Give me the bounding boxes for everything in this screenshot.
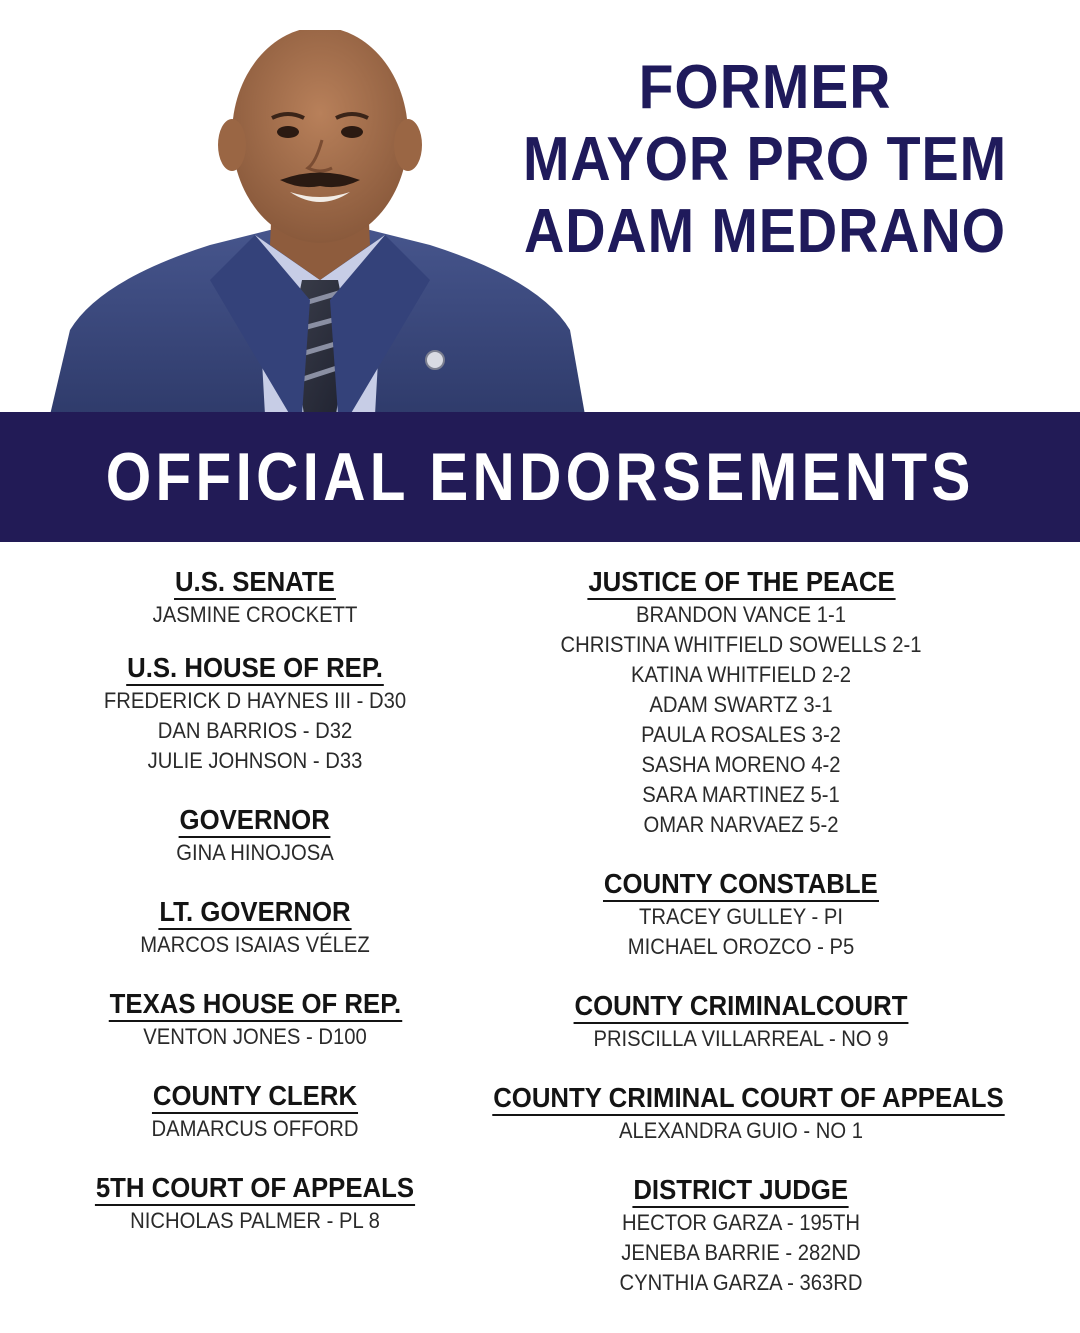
endorsement-entry: MARCOS ISAIAS VÉLEZ bbox=[140, 932, 370, 957]
section-title: TEXAS HOUSE OF REP. bbox=[108, 988, 401, 1022]
endorsement-entry: BRANDON VANCE 1-1 bbox=[636, 602, 846, 627]
endorsement-entry: JENEBA BARRIE - 282ND bbox=[621, 1240, 861, 1265]
headline bbox=[490, 52, 1040, 268]
banner-title: OFFICIAL ENDORSEMENTS bbox=[105, 439, 975, 515]
endorsement-section bbox=[60, 988, 450, 1052]
endorsement-entry: HECTOR GARZA - 195TH bbox=[621, 1210, 861, 1235]
endorsement-entry: JASMINE CROCKETT bbox=[152, 602, 358, 627]
endorsement-entry: JULIE JOHNSON - D33 bbox=[147, 748, 363, 773]
endorsement-section bbox=[60, 804, 450, 868]
section-title: COUNTY CRIMINALCOURT bbox=[574, 990, 909, 1024]
endorsement-entry: TRACEY GULLEY - PI bbox=[639, 904, 843, 929]
endorsement-section bbox=[60, 566, 450, 630]
headline-line-3: ADAM MEDRANO bbox=[524, 197, 1006, 266]
section-title: 5TH COURT OF APPEALS bbox=[95, 1172, 415, 1206]
endorsement-entry: DAMARCUS OFFORD bbox=[151, 1116, 359, 1141]
endorsement-entry: OMAR NARVAEZ 5-2 bbox=[643, 812, 839, 837]
endorsements-banner bbox=[0, 412, 1080, 542]
endorsement-section bbox=[470, 868, 1012, 962]
endorsement-entry: NICHOLAS PALMER - PL 8 bbox=[130, 1208, 380, 1233]
endorsement-entry: KATINA WHITFIELD 2-2 bbox=[630, 662, 852, 687]
endorsement-section bbox=[470, 990, 1012, 1054]
endorsement-section bbox=[60, 1080, 450, 1144]
section-title: U.S. SENATE bbox=[174, 566, 336, 600]
headline-line-1: FORMER bbox=[638, 53, 892, 122]
section-title: COUNTY CLERK bbox=[152, 1080, 358, 1114]
endorsement-entry: MICHAEL OROZCO - P5 bbox=[627, 934, 855, 959]
endorsement-entry: ALEXANDRA GUIO - NO 1 bbox=[618, 1118, 864, 1143]
left-endorsement-column bbox=[60, 566, 450, 1236]
section-title: LT. GOVERNOR bbox=[158, 896, 351, 930]
endorsement-section bbox=[60, 896, 450, 960]
endorsement-entry: GINA HINOJOSA bbox=[176, 840, 334, 865]
section-title: DISTRICT JUDGE bbox=[633, 1174, 850, 1208]
endorsement-section bbox=[470, 1082, 1012, 1146]
section-title: COUNTY CONSTABLE bbox=[603, 868, 879, 902]
right-endorsement-column bbox=[470, 566, 1012, 1298]
section-title: GOVERNOR bbox=[179, 804, 331, 838]
headline-line-2: MAYOR PRO TEM bbox=[522, 125, 1007, 194]
endorsement-section bbox=[60, 1172, 450, 1236]
section-title: JUSTICE OF THE PEACE bbox=[587, 566, 895, 600]
endorsement-entry: DAN BARRIOS - D32 bbox=[157, 718, 353, 743]
endorsement-entry: SARA MARTINEZ 5-1 bbox=[642, 782, 840, 807]
section-title: U.S. HOUSE OF REP. bbox=[126, 652, 384, 686]
endorsement-entry: SASHA MORENO 4-2 bbox=[641, 752, 841, 777]
endorsement-entry: ADAM SWARTZ 3-1 bbox=[649, 692, 833, 717]
endorsement-entry: CYNTHIA GARZA - 363RD bbox=[619, 1270, 863, 1295]
endorsement-section bbox=[60, 652, 450, 776]
endorsement-entry: FREDERICK D HAYNES III - D30 bbox=[103, 688, 407, 713]
endorsement-section bbox=[470, 1174, 1012, 1298]
endorsement-entry: VENTON JONES - D100 bbox=[143, 1024, 367, 1049]
endorsement-section bbox=[470, 566, 1012, 840]
endorsement-entry: PAULA ROSALES 3-2 bbox=[641, 722, 841, 747]
endorsement-entry: CHRISTINA WHITFIELD SOWELLS 2-1 bbox=[560, 632, 922, 657]
section-title: COUNTY CRIMINAL COURT OF APPEALS bbox=[492, 1082, 1004, 1116]
endorsement-entry: PRISCILLA VILLARREAL - NO 9 bbox=[593, 1026, 889, 1051]
